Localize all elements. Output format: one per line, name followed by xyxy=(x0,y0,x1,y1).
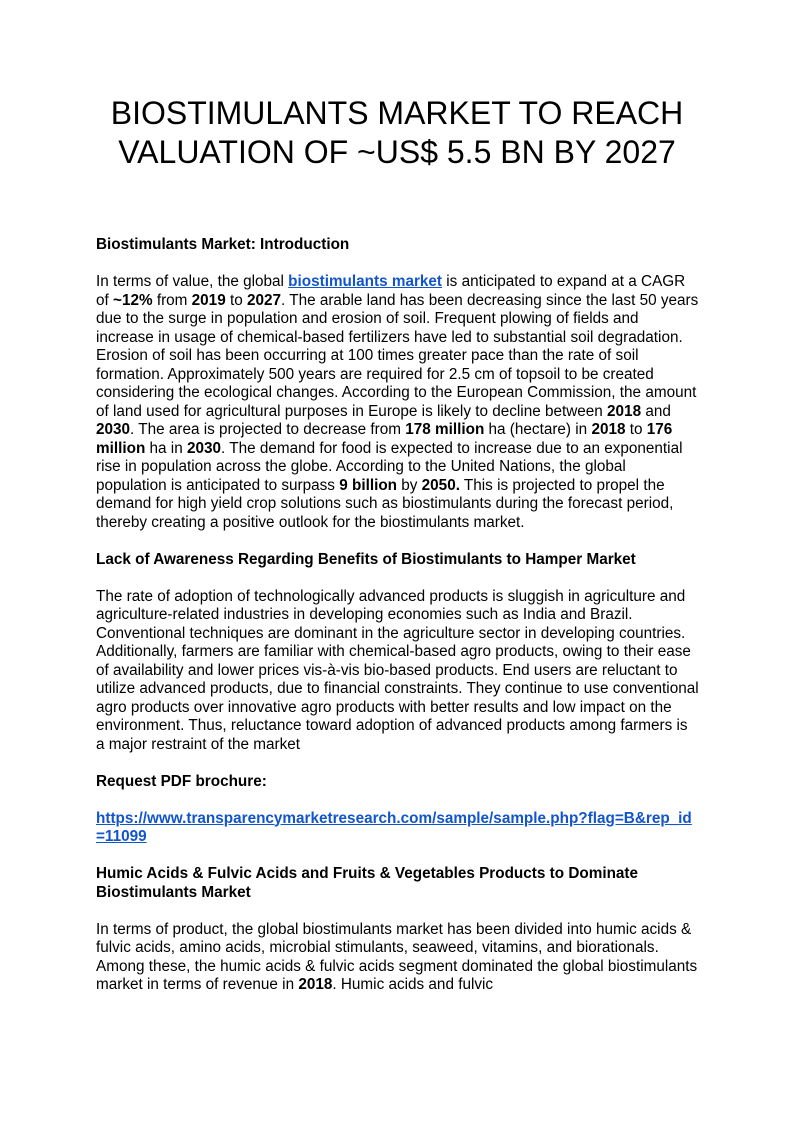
title-line-2: VALUATION OF ~US$ 5.5 BN BY 2027 xyxy=(118,134,676,170)
section-heading-lack-of-awareness: Lack of Awareness Regarding Benefits of Biostimulants to Hamper Market xyxy=(96,550,636,568)
document-title xyxy=(60,94,734,172)
request-brochure-label: Request PDF brochure: xyxy=(96,772,267,790)
section-heading-introduction: Biostimulants Market: Introduction xyxy=(96,236,350,253)
humic-acids-paragraph: In terms of product, the global biostimulants market has been divided into humic acids & fulvic acids, amino acids, microbial stimulants, seaweed, vitamins, and biorationals. Among these, the humic acids & fulvic acids segment dominated the global biostimulants market in terms of revenue in 2018. Humic acids and fulvic xyxy=(96,920,698,993)
brochure-link-paragraph xyxy=(96,810,700,847)
introduction-paragraph: In terms of value, the global biostimulants market is anticipated to expand at a CAGR of ~12% from 2019 to 2027. The arable land has been decreasing since the last 50 years due to the surge in population and erosion of soil. Frequent plowing of fields and increase in usage of chemical-based fertilizers have led to substantial soil degradation. Erosion of soil has been occurring at 100 times greater pace than the rate of soil formation. Approximately 500 years are required for 2.5 cm of topsoil to be created considering the ecological changes. According to the European Commission, the amount of land used for agricultural purposes in Europe is likely to decline between 2018 and 2030. The area is projected to decrease from 178 million ha (hectare) in 2018 to 176 million ha in 2030. The demand for food is expected to increase due to an exponential rise in population across the globe. According to the United Nations, the global population is anticipated to surpass 9 billion by 2050. This is projected to propel the demand for high yield crop solutions such as biostimulants during the forecast period, thereby creating a positive outlook for the biostimulants market. xyxy=(96,273,699,531)
brochure-url-link[interactable]: https://www.transparencymarketresearch.com/sample/sample.php?flag=B&rep_id=11099 xyxy=(96,809,692,845)
document-body xyxy=(96,236,700,995)
title-line-1: BIOSTIMULANTS MARKET TO REACH xyxy=(110,95,684,131)
lack-of-awareness-paragraph: The rate of adoption of technologically advanced products is sluggish in agriculture and agriculture-related industries in developing economies such as India and Brazil. Conventional techniques are dominant in the agriculture sector in developing countries. Additionally, farmers are familiar with chemical-based agro products, owing to their ease of availability and lower prices vis-à-vis bio-based products. End users are reluctant to utilize advanced products, due to financial constraints. They continue to use conventional agro products over innovative agro products with better results and low impact on the environment. Thus, reluctance toward adoption of advanced products among farmers is a major restraint of the market xyxy=(96,587,699,753)
section-heading-humic-acids: Humic Acids & Fulvic Acids and Fruits & Vegetables Products to Dominate Biostimulants Market xyxy=(96,865,639,901)
biostimulants-market-link[interactable]: biostimulants market xyxy=(288,273,443,290)
